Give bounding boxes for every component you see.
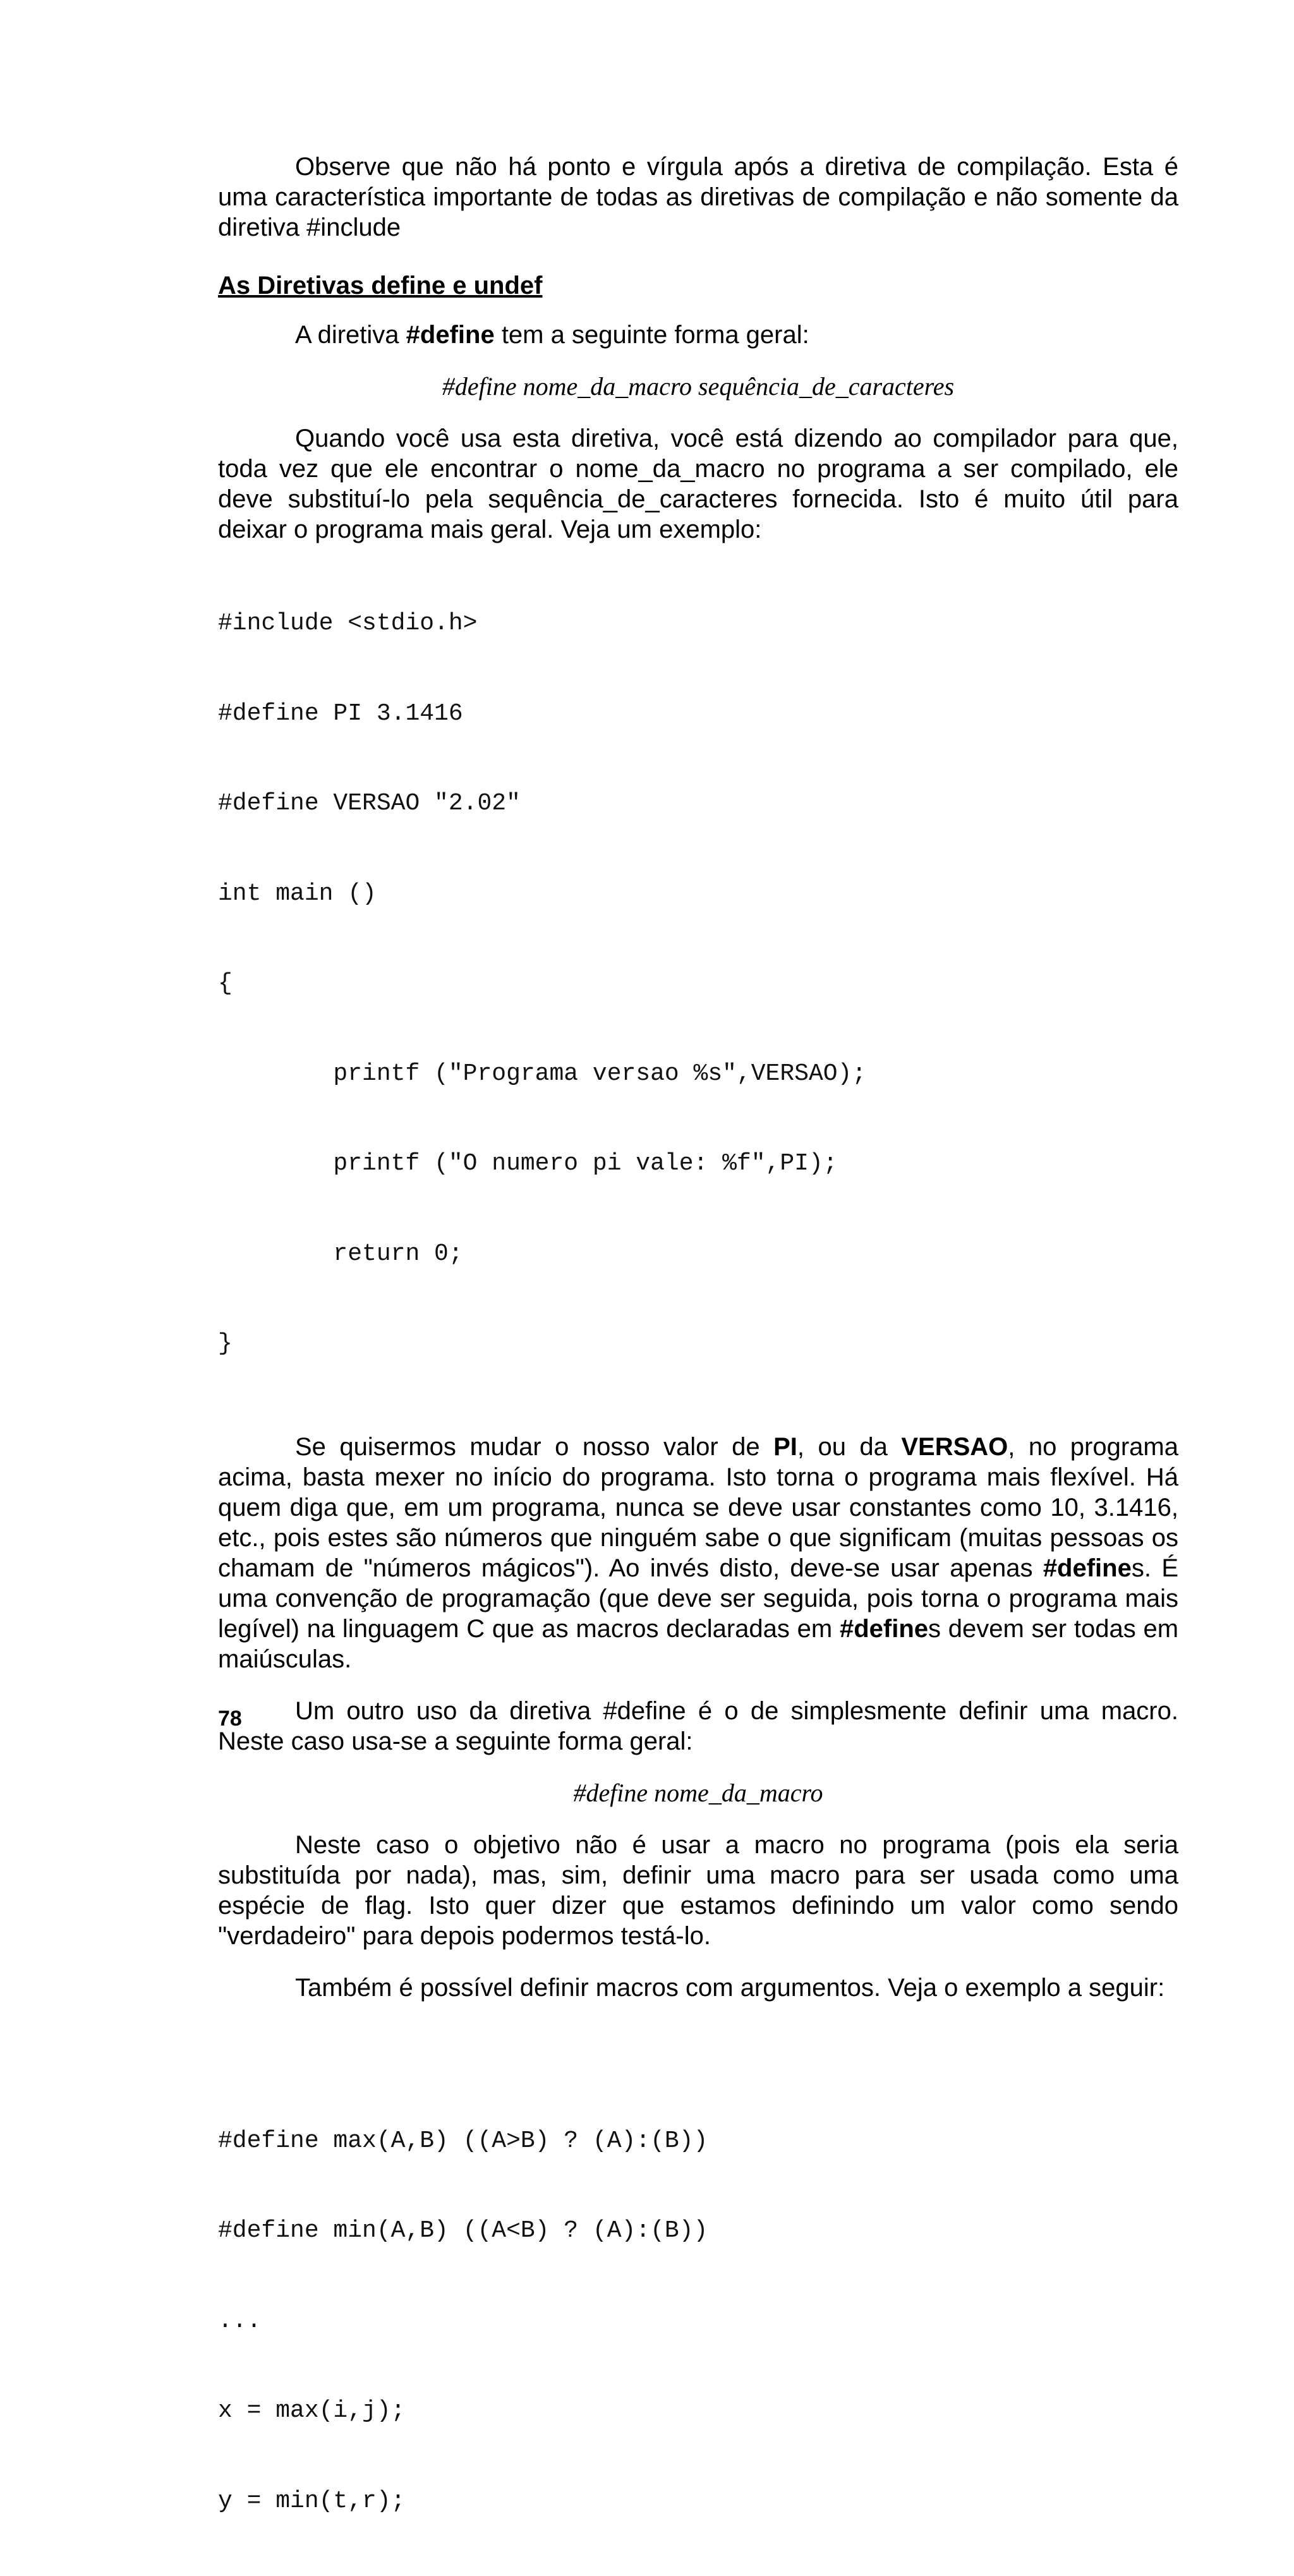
change-text-5: s devem ser todas em maiúsculas. bbox=[218, 1615, 1178, 1673]
change-text-3: , no programa acima, basta mexer no início do programa. Isto torna o programa mais flexível. Há quem diga que, em um programa, nunca se deve usar constantes como 10, 3.1416, etc., pois estes são números que ninguém sabe o que significam (muitas pessoas os chamam de "números mágicos"). Ao invés disto, deve-se usar apenas bbox=[218, 1433, 1178, 1582]
change-bold-pi: PI bbox=[773, 1433, 797, 1461]
args-paragraph: Também é possível definir macros com argumentos. Veja o exemplo a seguir: bbox=[218, 1973, 1178, 2003]
explain-paragraph: Quando você usa esta diretiva, você está dizendo ao compilador para que, toda vez que ele encontrar o nome_da_macro no programa a ser compilado, ele deve substituí-lo pela sequência_de_caracteres fornecida. Isto é muito útil para deixar o programa mais geral. Veja um exemplo: bbox=[218, 423, 1178, 545]
code-line: y = min(t,r); bbox=[218, 2486, 1178, 2517]
page-content bbox=[218, 152, 1178, 2576]
change-text-1: Se quisermos mudar o nosso valor de bbox=[295, 1433, 773, 1461]
page-number: 78 bbox=[218, 1706, 242, 1731]
code-line: ... bbox=[218, 2306, 1178, 2337]
change-text-2: , ou da bbox=[797, 1433, 901, 1461]
code-line: { bbox=[218, 969, 1178, 999]
code-example-2 bbox=[218, 2066, 1178, 2576]
define-intro-paragraph bbox=[218, 320, 1178, 350]
define-intro-text-1: A diretiva bbox=[295, 321, 406, 349]
define-intro-bold: #define bbox=[406, 321, 495, 349]
change-paragraph bbox=[218, 1432, 1178, 1674]
code-line: #define VERSAO "2.02" bbox=[218, 789, 1178, 819]
formula-define-general: #define nome_da_macro sequência_de_caracteres bbox=[218, 372, 1178, 402]
code-line: #include <stdio.h> bbox=[218, 608, 1178, 639]
code-line: printf ("Programa versao %s",VERSAO); bbox=[218, 1059, 1178, 1089]
intro-paragraph: Observe que não há ponto e vírgula após a diretiva de compilação. Esta é uma característica importante de todas as diretivas de compilação e não somente da diretiva #include bbox=[218, 152, 1178, 243]
code-line: return 0; bbox=[218, 1239, 1178, 1269]
other-use-paragraph: Um outro uso da diretiva #define é o de simplesmente definir uma macro. Neste caso usa-se a seguinte forma geral: bbox=[218, 1696, 1178, 1757]
code-line: int main () bbox=[218, 879, 1178, 909]
define-intro-text-2: tem a seguinte forma geral: bbox=[495, 321, 809, 349]
change-bold-define-1: #define bbox=[1043, 1554, 1132, 1582]
code-line: } bbox=[218, 1329, 1178, 1359]
code-line: x = max(i,j); bbox=[218, 2396, 1178, 2426]
code-line: #define max(A,B) ((A>B) ? (A):(B)) bbox=[218, 2126, 1178, 2156]
section-heading: As Diretivas define e undef bbox=[218, 270, 1178, 301]
change-bold-versao: VERSAO bbox=[901, 1433, 1008, 1461]
code-line: #define PI 3.1416 bbox=[218, 699, 1178, 729]
code-line: printf ("O numero pi vale: %f",PI); bbox=[218, 1149, 1178, 1179]
change-bold-define-2: #define bbox=[840, 1615, 928, 1643]
change-text-4: s. É uma convenção de programação (que deve ser seguida, pois torna o programa mais legível) na linguagem C que as macros declaradas em bbox=[218, 1554, 1178, 1643]
code-line: #define min(A,B) ((A<B) ? (A):(B)) bbox=[218, 2216, 1178, 2246]
code-example-1 bbox=[218, 548, 1178, 1419]
formula-define-simple: #define nome_da_macro bbox=[218, 1778, 1178, 1808]
flag-paragraph: Neste caso o objetivo não é usar a macro no programa (pois ela seria substituída por nada), mas, sim, definir uma macro para ser usada como uma espécie de flag. Isto quer dizer que estamos definindo um valor como sendo "verdadeiro" para depois podermos testá-lo. bbox=[218, 1830, 1178, 1951]
